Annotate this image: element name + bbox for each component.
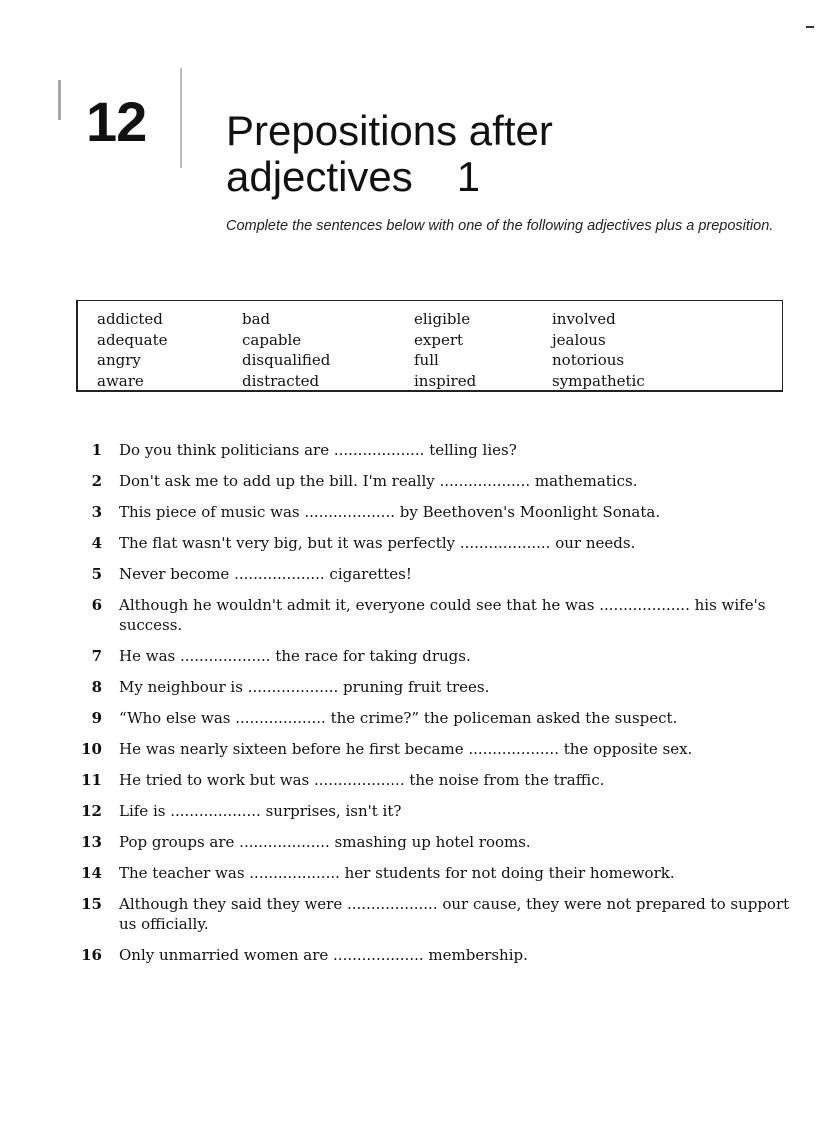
exercise-number: 14 [81,864,102,882]
word-item: eligible [414,310,471,328]
exercise-text: He was nearly sixteen before he first became ................... the opposite sex. [119,740,693,758]
exercise-item [78,564,798,584]
word-column-3 [414,309,476,391]
word-item: full [414,351,439,369]
exercise-text: Never become ................... cigarettes! [119,565,412,583]
word-item: involved [552,310,616,328]
exercise-text: “Who else was ................... the crime?” the policeman asked the suspect. [119,709,678,727]
exercise-number: 8 [91,678,102,696]
exercise-number: 6 [91,596,102,614]
exercise-item [78,595,798,635]
exercise-item [78,894,798,934]
exercise-item [78,677,798,697]
exercise-text: My neighbour is ................... pruning fruit trees. [119,678,490,696]
exercise-number: 11 [81,771,102,789]
exercise-item [78,832,798,852]
exercise-text: The teacher was ................... her students for not doing their homework. [119,864,675,882]
word-item: distracted [242,371,320,390]
word-box [76,300,783,392]
exercise-item [78,863,798,883]
exercise-text: Do you think politicians are ................... telling lies? [119,441,517,459]
exercise-list [78,440,798,976]
exercise-number: 7 [91,647,102,665]
exercise-number: 5 [91,565,102,583]
exercise-number: 15 [81,895,102,913]
exercise-text: He was ................... the race for taking drugs. [119,647,471,665]
exercise-text: Don't ask me to add up the bill. I'm really ................... mathematics. [119,472,638,490]
exercise-item [78,945,798,965]
word-item: disqualified [242,351,331,369]
exercise-number: 9 [91,709,102,727]
exercise-number: 12 [81,802,102,820]
exercise-item [78,502,798,522]
exercise-text: The flat wasn't very big, but it was perfectly ................... our needs. [119,534,636,552]
word-item: bad [242,310,271,328]
exercise-text: This piece of music was ................... by Beethoven's Moonlight Sonata. [119,503,661,521]
word-item: addicted [97,310,163,328]
exercise-number: 1 [91,441,102,459]
exercise-number: 4 [91,534,102,552]
word-column-4 [552,309,645,391]
exercise-text: Pop groups are ................... smashing up hotel rooms. [119,833,531,851]
word-item: inspired [414,371,477,390]
title-line-2 [226,154,553,200]
scan-artifact [180,68,182,168]
word-item: notorious [552,351,625,369]
exercise-item [78,801,798,821]
word-item: angry [97,351,141,369]
page-edge-mark [806,26,814,28]
exercise-number: 2 [91,472,102,490]
word-column-1 [97,309,168,391]
word-item: expert [414,330,464,349]
exercise-text: Although he wouldn't admit it, everyone could see that he was ................... his wife's success. [119,596,766,634]
word-item: sympathetic [552,371,645,390]
exercise-text: Life is ................... surprises, isn't it? [119,802,402,820]
exercise-item [78,440,798,460]
title-word: adjectives [226,153,413,200]
exercise-number: 10 [81,740,102,758]
exercise-item [78,471,798,491]
title-line-1: Prepositions after [226,107,553,154]
exercise-item [78,739,798,759]
word-item: aware [97,371,144,390]
exercise-item [78,770,798,790]
instructions: Complete the sentences below with one of the following adjectives plus a preposition. [226,218,774,234]
exercise-number: 13 [81,833,102,851]
exercise-number: 3 [91,503,102,521]
page-title [226,108,553,200]
word-column-2 [242,309,330,391]
scan-artifact [58,80,61,120]
exercise-item [78,708,798,728]
word-item: capable [242,330,302,349]
unit-number: 12 [86,90,147,153]
word-item: adequate [97,330,168,349]
word-item: jealous [552,330,606,349]
exercise-number: 16 [81,946,102,964]
exercise-item [78,533,798,553]
title-part-number: 1 [456,153,481,200]
exercise-text: He tried to work but was ................... the noise from the traffic. [119,771,605,789]
exercise-text: Only unmarried women are ................... membership. [119,946,528,964]
exercise-text: Although they said they were ................... our cause, they were not prepared to support us officially. [119,895,790,933]
exercise-item [78,646,798,666]
